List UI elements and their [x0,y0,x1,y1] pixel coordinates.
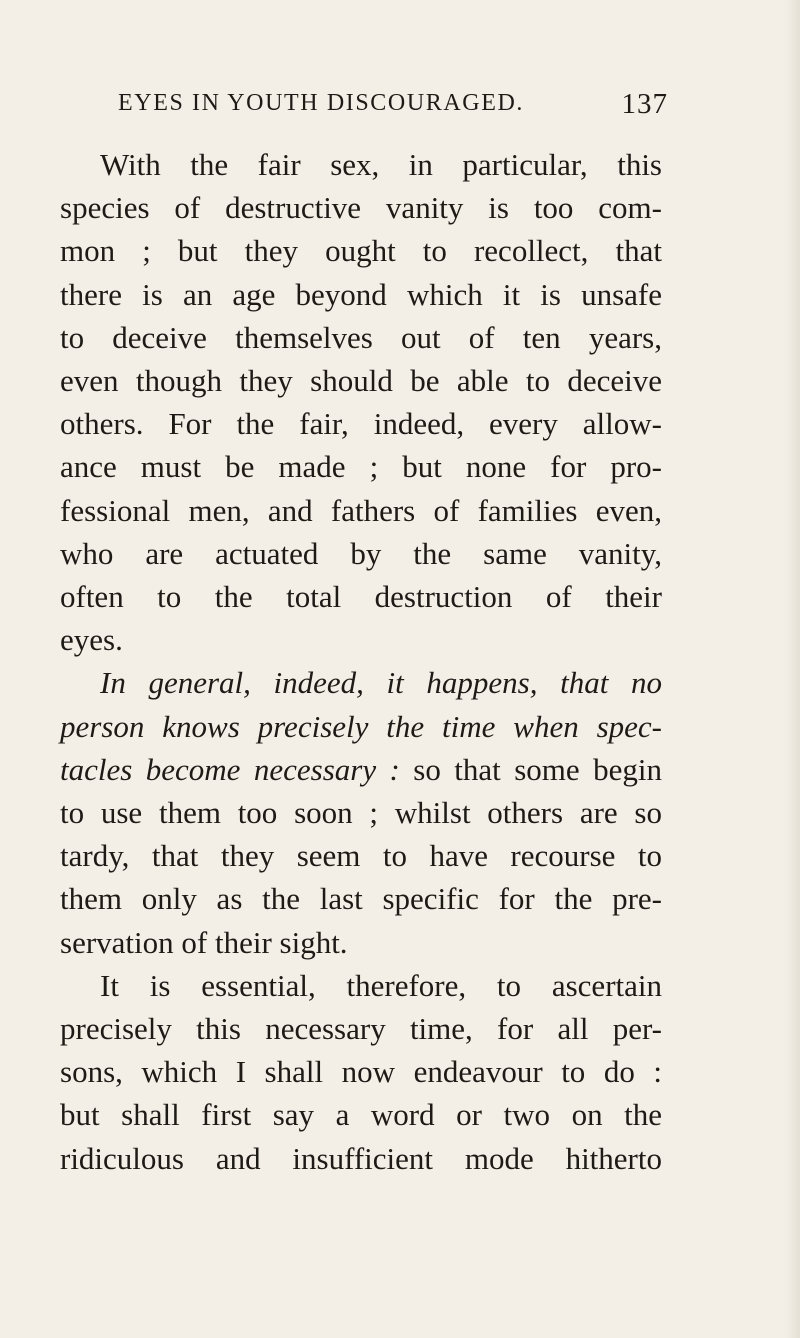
page-number: 137 [621,88,668,120]
text-line: ridiculous and insufficient mode hitherto [60,1140,662,1176]
italic-text: person knows precisely the time when spec- [60,708,662,744]
text-line [60,877,662,920]
text-line: others. For the fair, indeed, every allow- [60,406,662,442]
text-line: species of destructive vanity is too com- [60,190,662,226]
running-head [118,90,668,126]
text-line: It is essential, therefore, to ascertain [100,967,662,1003]
text-line: mon ; but they ought to recollect, that [60,233,662,269]
running-title: EYES IN YOUTH DISCOURAGED. [118,90,525,116]
text-line: to deceive themselves out of ten years, [60,319,662,355]
page-edge-shadow [786,0,800,1338]
text-line [60,791,662,834]
roman-text: servation of their sight. [60,924,348,960]
italic-text: tacles become necessary : [60,751,400,787]
text-line [60,834,662,877]
roman-text: to use them too soon ; whilst others are so [60,795,662,831]
text-line: ance must be made ; but none for pro- [60,449,662,485]
roman-text: tardy, that they seem to have recourse to [60,838,662,874]
text-line: sons, which I shall now endeavour to do : [60,1054,662,1090]
body-text [60,143,662,1180]
text-line [60,921,662,964]
text-line: who are actuated by the same vanity, [60,535,662,571]
text-line: With the fair sex, in particular, this [100,147,662,182]
text-line: precisely this necessary time, for all per- [60,1011,662,1047]
text-line: but shall first say a word or two on the [60,1097,662,1133]
italic-text: In general, indeed, it happens, that no [100,665,662,701]
text-line [60,661,662,704]
roman-text: them only as the last specific for the pre- [60,881,662,917]
text-line: eyes. [60,622,123,658]
roman-text: so that some begin [399,751,662,787]
text-line [60,705,662,748]
text-line: fessional men, and fathers of families even, [60,492,662,528]
text-line: even though they should be able to deceive [60,363,662,399]
text-line [60,748,662,791]
text-line: there is an age beyond which it is unsafe [60,276,662,312]
text-line: often to the total destruction of their [60,579,662,615]
